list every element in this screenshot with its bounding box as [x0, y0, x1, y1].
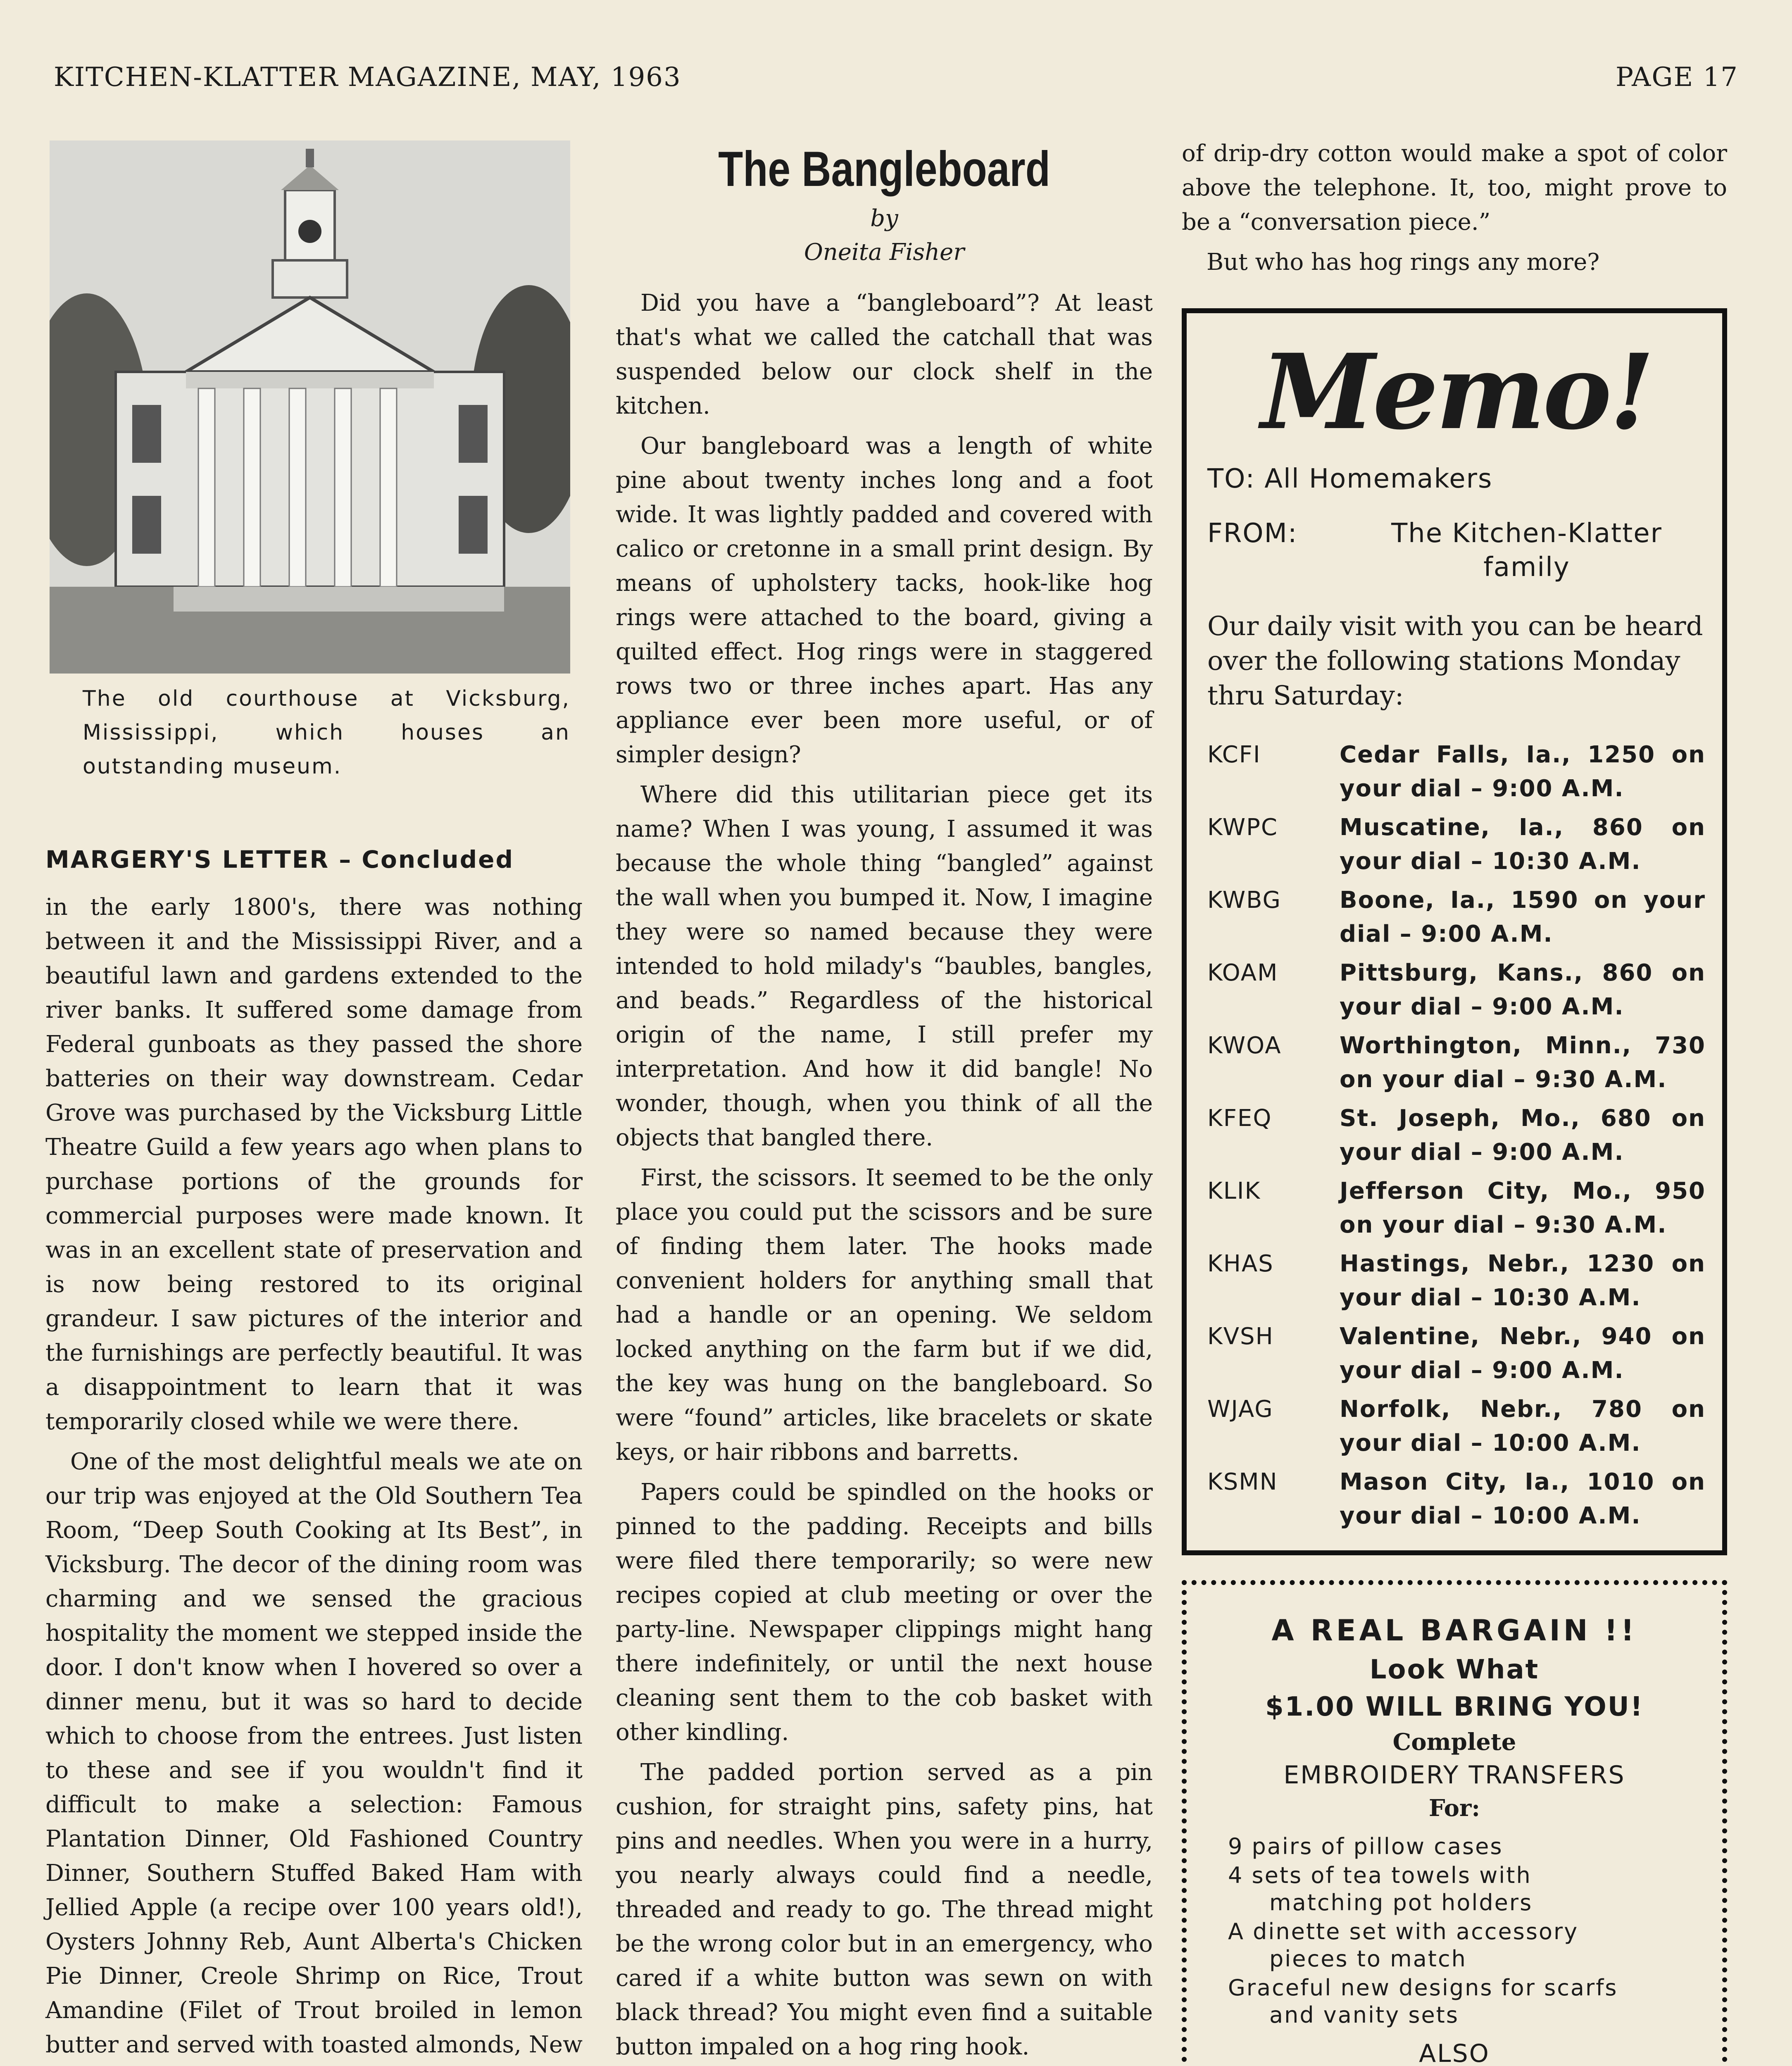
station-row — [1207, 738, 1706, 806]
station-info: Jefferson City, Mo., 950 on your dial – 9:30 A.M. — [1340, 1178, 1706, 1238]
station-row — [1207, 1392, 1706, 1460]
column-left — [45, 140, 583, 2066]
list-item — [1228, 1974, 1706, 2029]
station-call: KLIK — [1207, 1178, 1261, 1204]
station-row — [1207, 1174, 1706, 1242]
station-call: KVSH — [1207, 1323, 1274, 1350]
margery-paragraph: One of the most delightful meals we ate on our trip was enjoyed at the Old Southern Tea Room, “Deep South Cooking at Its Best”, in Vicksburg. The decor of the dining room was charming and we sensed the gracious hospitality the moment we stepped inside the door. I don't know when I hovered so over a dinner menu, but it was so hard to decide which to choose from the entrees. Just listen to these and see if you wouldn't find it difficult to make a selection: Famous Plantation Dinner, Old Fashioned Country Dinner, Southern Stuffed Baked Ham with Jellied Apple (a recipe over 100 years old!), Oysters Johnny Reb, Aunt Alberta's Chicken Pie Dinner, Creole Shrimp on Rice, Trout Amandine (Filet of Trout broiled in lemon butter and served with toasted almonds, New — [45, 1448, 583, 2058]
station-call: KWOA — [1207, 1032, 1282, 1059]
station-call: KHAS — [1207, 1250, 1274, 1277]
memo-from — [1207, 516, 1706, 584]
station-info: St. Joseph, Mo., 680 on your dial – 9:00 A.M. — [1340, 1105, 1706, 1166]
courthouse-illustration — [50, 140, 570, 674]
bargain-also: ALSO — [1419, 2039, 1490, 2066]
article-paragraph: The padded portion served as a pin cushion, for straight pins, safety pins, hat pins and needles. When you were in a hurry, you nearly always could find a needle, threaded and ready to go. The thread might be the wrong color but in an emergency, who cared if a white button was sewn on with black thread? You might even find a suitable button impaled on a hog ring hook. — [616, 1759, 1153, 2060]
bargain-transfers: EMBROIDERY TRANSFERS — [1283, 1761, 1625, 1790]
article-paragraph: Did you have a “bangleboard”? At least that's what we called the catchall that was suspended below our clock shelf in the kitchen. — [616, 290, 1153, 419]
page-header — [54, 62, 1738, 107]
bargain-headline: A REAL BARGAIN !! — [1271, 1614, 1637, 1647]
station-call: KOAM — [1207, 959, 1278, 986]
station-row — [1207, 1247, 1706, 1315]
item-sub: pieces to match — [1269, 1946, 1467, 1972]
station-info: Norfolk, Nebr., 780 on your dial – 10:00 A.M. — [1340, 1396, 1706, 1457]
memo-to-value: All Homemakers — [1264, 464, 1493, 494]
station-info: Mason City, Ia., 1010 on your dial – 10:00 A.M. — [1340, 1469, 1706, 1529]
margery-paragraph: in the early 1800's, there was nothing between it and the Mississippi River, and a beautiful lawn and gardens extended to the river banks. It suffered some damage from Federal gunboats as they passed the shore batteries on their way downstream. Cedar Grove was purchased by the Vicksburg Little Theatre Guild a few years ago when plans to purchase portions of the grounds for commercial purposes were made known. It was in an excellent state of preservation and is now being restored to its original grandeur. I saw pictures of the interior and the furnishings are perfectly beautiful. It was a disappointment to learn that it was temporarily closed while we were there. — [45, 894, 583, 1435]
magazine-title: KITCHEN-KLATTER MAGAZINE, MAY, 1963 — [54, 62, 681, 93]
station-row — [1207, 1465, 1706, 1533]
list-item — [1228, 1833, 1706, 1860]
column-right — [1182, 136, 1727, 2066]
courthouse-photo — [50, 140, 570, 674]
bargain-price-line: $1.00 WILL BRING YOU! — [1265, 1692, 1644, 1722]
bargain-look: Look What — [1369, 1654, 1540, 1685]
station-row — [1207, 956, 1706, 1024]
item-main: 9 pairs of pillow cases — [1228, 1833, 1503, 1859]
station-info: Worthington, Minn., 730 on your dial – 9:30 A.M. — [1340, 1032, 1706, 1093]
station-row — [1207, 883, 1706, 951]
station-call: WJAG — [1207, 1396, 1273, 1423]
station-info: Valentine, Nebr., 940 on your dial – 9:00 A.M. — [1340, 1323, 1706, 1384]
station-info: Boone, Ia., 1590 on your dial – 9:00 A.M. — [1340, 887, 1706, 947]
column-middle — [616, 140, 1153, 2066]
station-info: Hastings, Nebr., 1230 on your dial – 10:30 A.M. — [1340, 1250, 1706, 1311]
memo-box — [1182, 308, 1727, 1555]
memo-visit-text: Our daily visit with you can be heard over the following stations Monday thru Saturday: — [1207, 611, 1703, 711]
photo-caption: The old courthouse at Vicksburg, Mississippi, which houses an outstanding museum. — [83, 686, 570, 779]
station-row — [1207, 1102, 1706, 1169]
bargain-item-list — [1228, 1833, 1706, 2029]
article-paragraph: First, the scissors. It seemed to be the only place you could put the scissors and be sure of finding them later. The hooks made convenient holders for anything small that had a handle or an opening. We seldom locked anything on the farm but if we did, the key was hung on the bangleboard. So were “found” articles, like bracelets or skate keys, or hair ribbons and barretts. — [616, 1164, 1153, 1466]
station-call: KSMN — [1207, 1469, 1278, 1495]
station-info: Muscatine, Ia., 860 on your dial – 10:30 A.M. — [1340, 814, 1706, 875]
station-call: KWBG — [1207, 887, 1281, 914]
article-title: The Bangleboard — [718, 141, 1050, 197]
station-row — [1207, 811, 1706, 878]
author-name: Oneita Fisher — [804, 239, 965, 266]
item-sub: matching pot holders — [1269, 1890, 1533, 1916]
memo-from-value: The Kitchen-Klatter family — [1391, 518, 1662, 583]
station-row — [1207, 1029, 1706, 1097]
bargain-ad — [1182, 1580, 1727, 2066]
memo-logo: Memo! — [1261, 331, 1652, 452]
item-sub: and vanity sets — [1269, 2002, 1459, 2028]
item-main: 4 sets of tea towels with — [1228, 1862, 1532, 1888]
station-row — [1207, 1320, 1706, 1388]
station-call: KFEQ — [1207, 1105, 1272, 1132]
article-paragraph: Our bangleboard was a length of white pine about twenty inches long and a foot wide. It was lightly padded and covered with calico or cretonne in a small print design. By means of upholstery tacks, hook-like hog rings were attached to the board, giving a quilted effect. Hog rings were in staggered rows two or three inches apart. Has any appliance ever been more useful, or of simpler design? — [616, 433, 1153, 768]
station-call: KWPC — [1207, 814, 1278, 841]
article-paragraph: But who has hog rings any more? — [1207, 249, 1600, 276]
list-item — [1228, 1918, 1706, 1973]
memo-to — [1207, 462, 1706, 496]
memo-to-label: TO: — [1207, 464, 1255, 494]
bargain-complete: Complete — [1392, 1728, 1516, 1756]
station-call: KCFI — [1207, 741, 1261, 768]
article-paragraph: Papers could be spindled on the hooks or pinned to the padding. Receipts and bills were filed there temporarily; so were new recipes copied at club meeting or over the party-line. Newspaper clippings might hang there indefinitely, or until the next house cleaning sent them to the cob basket with other kindling. — [616, 1479, 1153, 1746]
byline-by: by — [870, 205, 898, 232]
memo-from-label: FROM: — [1207, 518, 1298, 549]
margery-letter-heading: MARGERY'S LETTER – Concluded — [45, 845, 514, 874]
list-item — [1228, 1862, 1706, 1916]
bargain-for: For: — [1428, 1795, 1480, 1822]
station-info: Pittsburg, Kans., 860 on your dial – 9:00 A.M. — [1340, 959, 1706, 1020]
station-info: Cedar Falls, Ia., 1250 on your dial – 9:00 A.M. — [1340, 741, 1706, 802]
item-main: A dinette set with accessory — [1228, 1918, 1579, 1945]
article-paragraph: Where did this utilitarian piece get its name? When I was young, I assumed it was because the whole thing “bangled” against the wall when you bumped it. Now, I imagine they were so named because they were intended to hold milady's “baubles, bangles, and beads.” Regardless of the historical origin of the name, I still prefer my interpretation. And how it did bangle! No wonder, though, when you think of all the objects that bangled there. — [616, 781, 1153, 1151]
article-paragraph: of drip-dry cotton would make a spot of color above the telephone. It, too, might prove to be a “conversation piece.” — [1182, 140, 1727, 236]
item-main: Graceful new designs for scarfs — [1228, 1975, 1618, 2001]
page-number: PAGE 17 — [1615, 62, 1738, 93]
